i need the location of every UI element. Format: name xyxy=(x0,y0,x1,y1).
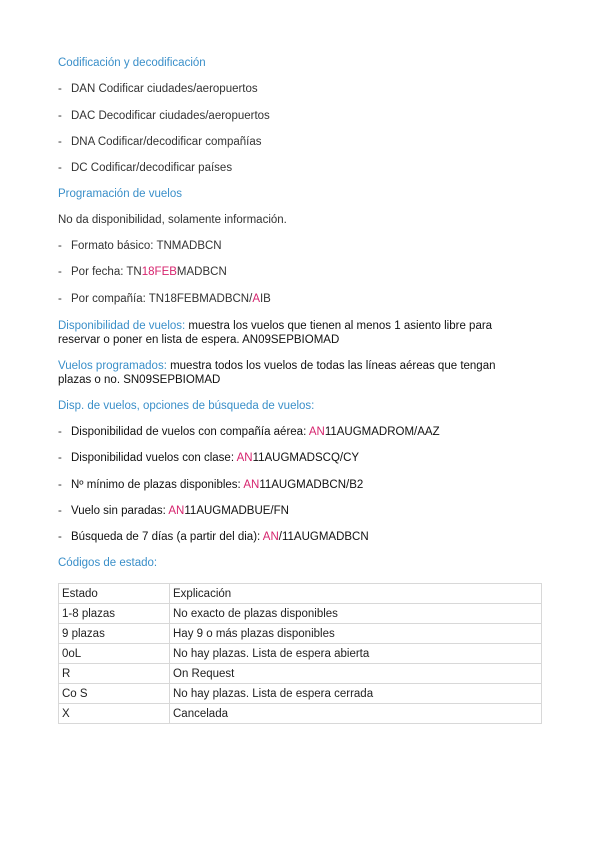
item-code-suffix: 11AUGMADROM/AAZ xyxy=(324,426,440,438)
paragraph-label: Vuelos programados: xyxy=(58,360,167,372)
item-label: Disponibilidad de vuelos con compañía aérea: xyxy=(71,426,309,438)
list-item xyxy=(58,240,222,252)
list-item xyxy=(58,293,271,305)
dash-icon: - xyxy=(58,162,62,174)
table-cell: R xyxy=(59,664,170,684)
list-item xyxy=(58,266,227,278)
item-code-highlight: 18FEB xyxy=(141,266,177,278)
paragraph-label: Disponibilidad de vuelos: xyxy=(58,320,186,332)
list-item-text: DAC Decodificar ciudades/aeropuertos xyxy=(71,110,270,122)
item-code-highlight: AN xyxy=(262,531,279,543)
table-cell: 0oL xyxy=(59,644,170,664)
dash-icon: - xyxy=(58,531,62,543)
paragraph-text: muestra todos los vuelos de todas las líneas aéreas que tengan xyxy=(166,360,496,372)
item-code-suffix: 11AUGMADSCQ/CY xyxy=(252,452,360,464)
table-cell: Co S xyxy=(59,684,170,704)
list-item-text: DNA Codificar/decodificar compañías xyxy=(71,136,262,148)
table-cell: No hay plazas. Lista de espera cerrada xyxy=(170,684,542,704)
list-item xyxy=(58,162,232,174)
paragraph-text: plazas o no. SN09SEPBIOMAD xyxy=(58,374,221,386)
item-code-highlight: AN xyxy=(243,479,260,491)
table-header-row xyxy=(59,584,542,604)
item-label: Disponibilidad vuelos con clase: xyxy=(71,452,237,464)
list-item xyxy=(58,83,258,95)
dash-icon: - xyxy=(58,452,62,464)
paragraph-disponibilidad xyxy=(58,319,542,347)
item-label: Vuelo sin paradas: xyxy=(71,505,169,517)
dash-icon: - xyxy=(58,293,62,305)
item-code: TNMADBCN xyxy=(156,240,222,252)
paragraph-programados xyxy=(58,359,542,387)
table-row xyxy=(59,644,542,664)
paragraph-text: reservar o poner en lista de espera. AN09SEPBIOMAD xyxy=(58,334,340,346)
section-heading-codigos: Códigos de estado: xyxy=(58,557,158,569)
item-code-highlight: AN xyxy=(308,426,325,438)
table-header-cell: Explicación xyxy=(170,584,542,604)
item-code-prefix: TN18FEBMADBCN/ xyxy=(148,293,253,305)
item-code-suffix: 11AUGMADBUE/FN xyxy=(184,505,289,517)
list-item-text: DC Codificar/decodificar países xyxy=(71,162,233,174)
table-row xyxy=(59,684,542,704)
table-cell: No hay plazas. Lista de espera abierta xyxy=(170,644,542,664)
item-code-suffix: IB xyxy=(259,293,271,305)
item-code-suffix: 11AUGMADBCN/B2 xyxy=(259,479,364,491)
list-item xyxy=(58,505,289,517)
item-code-highlight: AN xyxy=(168,505,185,517)
list-item-text: DAN Codificar ciudades/aeropuertos xyxy=(71,83,258,95)
dash-icon: - xyxy=(58,240,62,252)
dash-icon: - xyxy=(58,426,62,438)
paragraph-text: muestra los vuelos que tienen al menos 1 asiento libre para xyxy=(185,320,493,332)
section-heading-opciones: Disp. de vuelos, opciones de búsqueda de vuelos: xyxy=(58,400,315,412)
table-cell: On Request xyxy=(170,664,542,684)
item-code-suffix: MADBCN xyxy=(176,266,227,278)
dash-icon: - xyxy=(58,136,62,148)
intro-text: No da disponibilidad, solamente información. xyxy=(58,214,287,226)
table-header-cell: Estado xyxy=(59,584,170,604)
table-cell: No exacto de plazas disponibles xyxy=(170,604,542,624)
table-row xyxy=(59,624,542,644)
item-code-prefix: TN xyxy=(126,266,142,278)
item-label: Formato básico: xyxy=(71,240,157,252)
table-cell: 9 plazas xyxy=(59,624,170,644)
table-cell: Cancelada xyxy=(170,704,542,724)
dash-icon: - xyxy=(58,505,62,517)
item-label: Búsqueda de 7 días (a partir del dia): xyxy=(71,531,263,543)
item-code-highlight: A xyxy=(252,293,260,305)
item-code-highlight: AN xyxy=(236,452,253,464)
item-label: Por fecha: xyxy=(71,266,127,278)
status-codes-table xyxy=(58,583,542,724)
dash-icon: - xyxy=(58,83,62,95)
table-cell: X xyxy=(59,704,170,724)
table-cell: Hay 9 o más plazas disponibles xyxy=(170,624,542,644)
item-code-suffix: /11AUGMADBCN xyxy=(278,531,369,543)
list-item xyxy=(58,531,369,543)
dash-icon: - xyxy=(58,479,62,491)
list-item xyxy=(58,136,261,148)
section-heading-programacion: Programación de vuelos xyxy=(58,188,183,200)
table-cell: 1-8 plazas xyxy=(59,604,170,624)
list-item xyxy=(58,426,440,438)
item-label: Por compañía: xyxy=(71,293,149,305)
dash-icon: - xyxy=(58,266,62,278)
table-row xyxy=(59,664,542,684)
list-item xyxy=(58,479,363,491)
list-item xyxy=(58,110,270,122)
item-label: Nº mínimo de plazas disponibles: xyxy=(71,479,244,491)
section-heading-codificacion: Codificación y decodificación xyxy=(58,57,206,69)
table-row xyxy=(59,704,542,724)
table-row xyxy=(59,604,542,624)
list-item xyxy=(58,452,359,464)
dash-icon: - xyxy=(58,110,62,122)
